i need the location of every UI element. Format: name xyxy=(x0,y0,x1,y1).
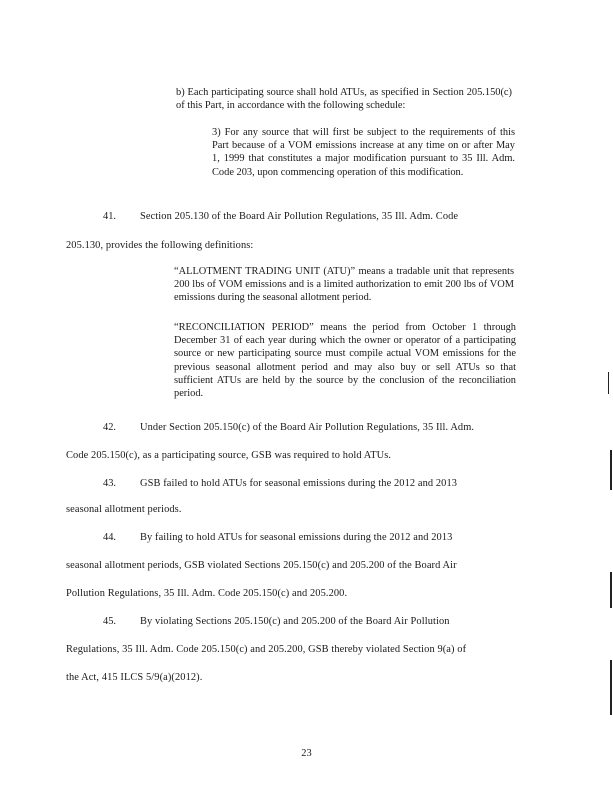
page-number: 23 xyxy=(301,748,312,759)
paragraph-42-line-2: Code 205.150(c), as a participating source, GSB was required to hold ATUs. xyxy=(66,450,392,461)
paragraph-43-line-2: seasonal allotment periods. xyxy=(66,504,182,515)
scan-edge-mark xyxy=(608,372,609,394)
paragraph-41-number: 41. xyxy=(103,211,116,222)
definition-reconciliation-period: “RECONCILIATION PERIOD” means the period from October 1 through December 31 of each year during which the owner or operator of a participating source or new participating source must compile actual VOM emissions for the previous seasonal allotment period and may also buy or sell ATUs so that sufficient ATUs are held by the source by the conclusion of the reconciliation period. xyxy=(174,322,516,400)
paragraph-42-number: 42. xyxy=(103,422,116,433)
paragraph-43-number: 43. xyxy=(103,478,116,489)
scan-edge-mark xyxy=(610,450,612,490)
scan-edge-mark xyxy=(610,572,612,608)
paragraph-45-number: 45. xyxy=(103,616,116,627)
paragraph-45-line-1: By violating Sections 205.150(c) and 205.200 of the Board Air Pollution xyxy=(140,616,450,627)
item-b-text: b) Each participating source shall hold ATUs, as specified in Section 205.150(c) of this Part, in accordance with the following schedule: xyxy=(176,87,512,112)
paragraph-43-line-1: GSB failed to hold ATUs for seasonal emissions during the 2012 and 2013 xyxy=(140,478,458,489)
paragraph-44-line-3: Pollution Regulations, 35 Ill. Adm. Code 205.150(c) and 205.200. xyxy=(66,588,348,599)
item-3-text: 3) For any source that will first be subject to the requirements of this Part because of a VOM emissions increase at any time on or after May 1, 1999 that constitutes a major modification pursuant to 35 Ill. Adm. Code 203, upon commencing operation of this modification. xyxy=(212,127,515,178)
scan-edge-mark xyxy=(610,660,612,715)
paragraph-45-line-2: Regulations, 35 Ill. Adm. Code 205.150(c) and 205.200, GSB thereby violated Section 9(a) of xyxy=(66,644,467,655)
paragraph-44-line-2: seasonal allotment periods, GSB violated Sections 205.150(c) and 205.200 of the Board Air xyxy=(66,560,457,571)
paragraph-44-number: 44. xyxy=(103,532,116,543)
paragraph-42-line-1: Under Section 205.150(c) of the Board Air Pollution Regulations, 35 Ill. Adm. xyxy=(140,422,475,433)
paragraph-44-line-1: By failing to hold ATUs for seasonal emissions during the 2012 and 2013 xyxy=(140,532,453,543)
definition-atu: “ALLOTMENT TRADING UNIT (ATU)” means a tradable unit that represents 200 lbs of VOM emissions and is a limited authorization to emit 200 lbs of VOM emissions during the seasonal allotment period. xyxy=(174,266,514,304)
paragraph-41-line-1: Section 205.130 of the Board Air Pollution Regulations, 35 Ill. Adm. Code xyxy=(140,211,459,222)
paragraph-45-line-3: the Act, 415 ILCS 5/9(a)(2012). xyxy=(66,672,203,683)
paragraph-41-line-2: 205.130, provides the following definitions: xyxy=(66,240,254,251)
